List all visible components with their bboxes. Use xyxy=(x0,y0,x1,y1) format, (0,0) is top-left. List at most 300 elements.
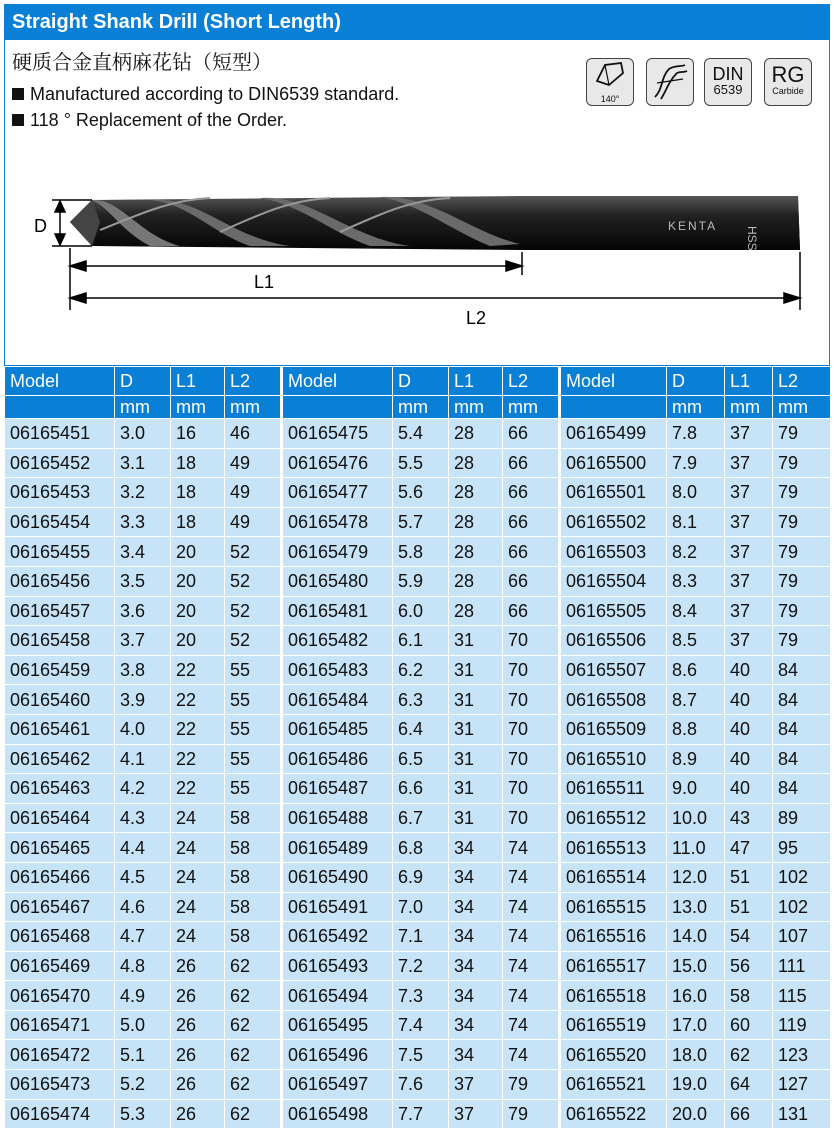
l2-cell: 74 xyxy=(503,922,559,952)
d-cell: 7.3 xyxy=(393,981,449,1011)
d-cell: 13.0 xyxy=(667,892,725,922)
table-row xyxy=(5,744,281,774)
d-cell: 3.0 xyxy=(115,419,171,449)
table-row xyxy=(5,774,281,804)
l1-cell: 54 xyxy=(725,922,773,952)
d-cell: 4.7 xyxy=(115,922,171,952)
table-row xyxy=(5,714,281,744)
l1-cell: 20 xyxy=(171,596,225,626)
l1-cell: 31 xyxy=(449,774,503,804)
l2-cell: 49 xyxy=(225,507,281,537)
d-cell: 4.9 xyxy=(115,981,171,1011)
d-cell: 6.6 xyxy=(393,774,449,804)
table-row xyxy=(561,655,831,685)
spec-table-1 xyxy=(4,366,281,1129)
model-cell: 06165479 xyxy=(283,537,393,567)
model-cell: 06165506 xyxy=(561,626,667,656)
d-cell: 7.1 xyxy=(393,922,449,952)
d-cell: 7.8 xyxy=(667,419,725,449)
l1-cell: 28 xyxy=(449,419,503,449)
l1-cell: 31 xyxy=(449,744,503,774)
l2-cell: 70 xyxy=(503,655,559,685)
d-cell: 6.3 xyxy=(393,685,449,715)
d-cell: 3.1 xyxy=(115,448,171,478)
l2-cell: 52 xyxy=(225,537,281,567)
l1-cell: 34 xyxy=(449,833,503,863)
l2-cell: 52 xyxy=(225,596,281,626)
l1-cell: 22 xyxy=(171,774,225,804)
table-row xyxy=(283,596,559,626)
model-cell: 06165490 xyxy=(283,862,393,892)
l2-cell: 58 xyxy=(225,922,281,952)
l2-cell: 58 xyxy=(225,862,281,892)
table-row xyxy=(561,537,831,567)
l2-cell: 62 xyxy=(225,981,281,1011)
l2-cell: 74 xyxy=(503,1010,559,1040)
table-row xyxy=(5,685,281,715)
l2-cell: 79 xyxy=(773,626,831,656)
model-cell: 06165508 xyxy=(561,685,667,715)
model-cell: 06165489 xyxy=(283,833,393,863)
model-cell: 06165488 xyxy=(283,803,393,833)
table-row xyxy=(561,419,831,449)
l2-cell: 127 xyxy=(773,1070,831,1100)
d-cell: 8.2 xyxy=(667,537,725,567)
table-row xyxy=(283,1070,559,1100)
table-row xyxy=(283,774,559,804)
model-cell: 06165485 xyxy=(283,714,393,744)
l1-cell: 16 xyxy=(171,419,225,449)
l2-cell: 55 xyxy=(225,685,281,715)
model-cell: 06165483 xyxy=(283,655,393,685)
l2-cell: 74 xyxy=(503,981,559,1011)
table-row xyxy=(561,774,831,804)
l2-cell: 115 xyxy=(773,981,831,1011)
table-row xyxy=(5,892,281,922)
d-cell: 4.1 xyxy=(115,744,171,774)
col-l2: L2 xyxy=(773,367,831,396)
d-cell: 7.9 xyxy=(667,448,725,478)
point-angle-icon: 140° xyxy=(586,58,634,106)
table-row xyxy=(5,1010,281,1040)
d-cell: 18.0 xyxy=(667,1040,725,1070)
d-cell: 5.1 xyxy=(115,1040,171,1070)
spec-table-2 xyxy=(282,366,559,1129)
table-row xyxy=(283,507,559,537)
l2-cell: 70 xyxy=(503,626,559,656)
l1-cell: 31 xyxy=(449,714,503,744)
d-cell: 7.0 xyxy=(393,892,449,922)
table-row xyxy=(561,478,831,508)
model-cell: 06165471 xyxy=(5,1010,115,1040)
model-cell: 06165459 xyxy=(5,655,115,685)
l1-cell: 43 xyxy=(725,803,773,833)
l2-cell: 66 xyxy=(503,448,559,478)
unit-label: mm xyxy=(503,396,559,419)
table-row xyxy=(283,685,559,715)
table-row xyxy=(561,1099,831,1129)
l2-cell: 89 xyxy=(773,803,831,833)
l2-cell: 66 xyxy=(503,478,559,508)
model-cell: 06165470 xyxy=(5,981,115,1011)
col-l2: L2 xyxy=(225,367,281,396)
table-row xyxy=(5,833,281,863)
l1-cell: 26 xyxy=(171,951,225,981)
model-cell: 06165451 xyxy=(5,419,115,449)
l2-cell: 79 xyxy=(773,537,831,567)
l1-cell: 62 xyxy=(725,1040,773,1070)
d-cell: 11.0 xyxy=(667,833,725,863)
l1-cell: 58 xyxy=(725,981,773,1011)
model-cell: 06165469 xyxy=(5,951,115,981)
col-model: Model xyxy=(283,367,393,396)
l2-cell: 58 xyxy=(225,803,281,833)
d-cell: 3.9 xyxy=(115,685,171,715)
table-row xyxy=(283,1099,559,1129)
l2-cell: 55 xyxy=(225,744,281,774)
model-cell: 06165473 xyxy=(5,1070,115,1100)
l2-cell: 55 xyxy=(225,655,281,685)
model-cell: 06165461 xyxy=(5,714,115,744)
l1-cell: 28 xyxy=(449,478,503,508)
l1-cell: 37 xyxy=(725,448,773,478)
l2-cell: 62 xyxy=(225,951,281,981)
l2-cell: 62 xyxy=(225,1070,281,1100)
l2-label: L2 xyxy=(466,308,487,328)
d-cell: 8.6 xyxy=(667,655,725,685)
table-row xyxy=(283,419,559,449)
l2-cell: 95 xyxy=(773,833,831,863)
l1-cell: 22 xyxy=(171,655,225,685)
l1-label: L1 xyxy=(254,272,275,292)
l1-cell: 22 xyxy=(171,685,225,715)
table-row xyxy=(5,1099,281,1129)
l1-cell: 37 xyxy=(725,626,773,656)
l1-cell: 37 xyxy=(725,596,773,626)
l1-cell: 34 xyxy=(449,1010,503,1040)
l1-cell: 37 xyxy=(449,1099,503,1129)
rg-carbide-icon: RG Carbide xyxy=(764,58,812,106)
l1-cell: 34 xyxy=(449,862,503,892)
l1-cell: 28 xyxy=(449,448,503,478)
d-cell: 6.1 xyxy=(393,626,449,656)
model-cell: 06165465 xyxy=(5,833,115,863)
model-cell: 06165466 xyxy=(5,862,115,892)
l1-cell: 66 xyxy=(725,1099,773,1129)
l1-cell: 26 xyxy=(171,981,225,1011)
col-l1: L1 xyxy=(449,367,503,396)
table-row xyxy=(561,922,831,952)
table-row xyxy=(561,981,831,1011)
d-cell: 6.7 xyxy=(393,803,449,833)
table-row xyxy=(283,862,559,892)
model-cell: 06165455 xyxy=(5,537,115,567)
col-model: Model xyxy=(561,367,667,396)
d-cell: 8.3 xyxy=(667,566,725,596)
model-cell: 06165517 xyxy=(561,951,667,981)
table-row xyxy=(5,566,281,596)
chinese-subtitle: 硬质合金直柄麻花钻（短型） xyxy=(12,52,272,74)
l2-cell: 70 xyxy=(503,744,559,774)
model-cell: 06165452 xyxy=(5,448,115,478)
l2-cell: 55 xyxy=(225,774,281,804)
l1-cell: 28 xyxy=(449,596,503,626)
table-row xyxy=(283,448,559,478)
l1-cell: 37 xyxy=(449,1070,503,1100)
model-cell: 06165515 xyxy=(561,892,667,922)
l1-cell: 20 xyxy=(171,566,225,596)
model-cell: 06165496 xyxy=(283,1040,393,1070)
model-cell: 06165476 xyxy=(283,448,393,478)
l1-cell: 34 xyxy=(449,1040,503,1070)
table-row xyxy=(283,1040,559,1070)
unit-label: mm xyxy=(449,396,503,419)
table-row xyxy=(283,744,559,774)
din-icon: DIN 6539 xyxy=(704,58,752,106)
l2-cell: 107 xyxy=(773,922,831,952)
unit-label: mm xyxy=(393,396,449,419)
model-cell: 06165453 xyxy=(5,478,115,508)
d-cell: 6.5 xyxy=(393,744,449,774)
d-cell: 4.4 xyxy=(115,833,171,863)
l1-cell: 18 xyxy=(171,478,225,508)
l1-cell: 51 xyxy=(725,862,773,892)
d-cell: 10.0 xyxy=(667,803,725,833)
col-d: D xyxy=(667,367,725,396)
l1-cell: 22 xyxy=(171,744,225,774)
table-row xyxy=(283,803,559,833)
model-cell: 06165518 xyxy=(561,981,667,1011)
l1-cell: 26 xyxy=(171,1070,225,1100)
d-cell: 5.5 xyxy=(393,448,449,478)
model-cell: 06165467 xyxy=(5,892,115,922)
table-row xyxy=(561,1010,831,1040)
l1-cell: 34 xyxy=(449,892,503,922)
l1-cell: 40 xyxy=(725,655,773,685)
l1-cell: 40 xyxy=(725,774,773,804)
l2-cell: 84 xyxy=(773,744,831,774)
l2-cell: 52 xyxy=(225,566,281,596)
l2-cell: 70 xyxy=(503,774,559,804)
table-row xyxy=(561,744,831,774)
l1-cell: 34 xyxy=(449,981,503,1011)
l2-cell: 102 xyxy=(773,892,831,922)
l2-cell: 79 xyxy=(503,1099,559,1129)
table-row xyxy=(561,833,831,863)
l2-cell: 102 xyxy=(773,862,831,892)
table-row xyxy=(561,685,831,715)
model-cell: 06165519 xyxy=(561,1010,667,1040)
l2-cell: 70 xyxy=(503,714,559,744)
l2-cell: 119 xyxy=(773,1010,831,1040)
table-row xyxy=(5,596,281,626)
model-cell: 06165498 xyxy=(283,1099,393,1129)
l2-cell: 74 xyxy=(503,951,559,981)
table-row xyxy=(5,537,281,567)
model-cell: 06165472 xyxy=(5,1040,115,1070)
l1-cell: 31 xyxy=(449,803,503,833)
table-row xyxy=(561,566,831,596)
d-cell: 15.0 xyxy=(667,951,725,981)
table-row xyxy=(5,507,281,537)
d-cell: 8.0 xyxy=(667,478,725,508)
drill-diagram xyxy=(0,0,834,366)
table-row xyxy=(5,626,281,656)
l1-cell: 37 xyxy=(725,566,773,596)
l1-cell: 60 xyxy=(725,1010,773,1040)
l1-cell: 20 xyxy=(171,537,225,567)
table-row xyxy=(561,803,831,833)
model-cell: 06165510 xyxy=(561,744,667,774)
l1-cell: 47 xyxy=(725,833,773,863)
d-label: D xyxy=(34,216,47,236)
d-cell: 5.7 xyxy=(393,507,449,537)
l1-cell: 28 xyxy=(449,566,503,596)
model-cell: 06165511 xyxy=(561,774,667,804)
model-cell: 06165499 xyxy=(561,419,667,449)
bullet-replacement: 118 ° Replacement of the Order. xyxy=(12,110,287,131)
model-cell: 06165477 xyxy=(283,478,393,508)
l1-cell: 34 xyxy=(449,951,503,981)
l2-cell: 66 xyxy=(503,566,559,596)
model-cell: 06165509 xyxy=(561,714,667,744)
l2-cell: 84 xyxy=(773,774,831,804)
l2-cell: 66 xyxy=(503,537,559,567)
table-row xyxy=(5,655,281,685)
col-d: D xyxy=(393,367,449,396)
d-cell: 7.2 xyxy=(393,951,449,981)
l2-dimension xyxy=(70,252,800,310)
d-cell: 3.5 xyxy=(115,566,171,596)
l2-cell: 46 xyxy=(225,419,281,449)
model-cell: 06165492 xyxy=(283,922,393,952)
l1-cell: 37 xyxy=(725,537,773,567)
l1-cell: 56 xyxy=(725,951,773,981)
table-row xyxy=(5,803,281,833)
table-row xyxy=(283,1010,559,1040)
model-cell: 06165464 xyxy=(5,803,115,833)
table-row xyxy=(283,951,559,981)
model-cell: 06165520 xyxy=(561,1040,667,1070)
col-l1: L1 xyxy=(725,367,773,396)
l2-cell: 74 xyxy=(503,833,559,863)
table-row xyxy=(5,1070,281,1100)
l1-cell: 28 xyxy=(449,537,503,567)
l2-cell: 111 xyxy=(773,951,831,981)
d-cell: 7.5 xyxy=(393,1040,449,1070)
l2-cell: 79 xyxy=(773,507,831,537)
col-l2: L2 xyxy=(503,367,559,396)
table-row xyxy=(561,507,831,537)
l1-cell: 18 xyxy=(171,507,225,537)
d-cell: 6.4 xyxy=(393,714,449,744)
d-cell: 4.5 xyxy=(115,862,171,892)
drill-bit-illustration xyxy=(70,196,800,251)
d-cell: 16.0 xyxy=(667,981,725,1011)
model-cell: 06165507 xyxy=(561,655,667,685)
model-cell: 06165475 xyxy=(283,419,393,449)
d-cell: 6.0 xyxy=(393,596,449,626)
model-cell: 06165504 xyxy=(561,566,667,596)
model-cell: 06165478 xyxy=(283,507,393,537)
d-cell: 3.3 xyxy=(115,507,171,537)
l1-cell: 34 xyxy=(449,922,503,952)
model-cell: 06165454 xyxy=(5,507,115,537)
table-row xyxy=(561,448,831,478)
d-cell: 19.0 xyxy=(667,1070,725,1100)
l2-cell: 79 xyxy=(773,448,831,478)
col-d: D xyxy=(115,367,171,396)
l1-cell: 22 xyxy=(171,714,225,744)
l1-cell: 24 xyxy=(171,862,225,892)
table-row xyxy=(5,951,281,981)
d-cell: 6.2 xyxy=(393,655,449,685)
model-cell: 06165482 xyxy=(283,626,393,656)
d-cell: 8.9 xyxy=(667,744,725,774)
l1-cell: 18 xyxy=(171,448,225,478)
table-row xyxy=(561,862,831,892)
l2-cell: 74 xyxy=(503,862,559,892)
l2-cell: 62 xyxy=(225,1010,281,1040)
l2-cell: 84 xyxy=(773,655,831,685)
table-row xyxy=(5,448,281,478)
unit-label: mm xyxy=(115,396,171,419)
model-cell: 06165481 xyxy=(283,596,393,626)
d-cell: 8.8 xyxy=(667,714,725,744)
l1-cell: 28 xyxy=(449,507,503,537)
model-cell: 06165502 xyxy=(561,507,667,537)
brand-marking: KENTA xyxy=(668,219,718,233)
table-row xyxy=(561,1070,831,1100)
model-cell: 06165462 xyxy=(5,744,115,774)
d-cell: 8.5 xyxy=(667,626,725,656)
model-cell: 06165457 xyxy=(5,596,115,626)
l1-cell: 37 xyxy=(725,478,773,508)
l2-cell: 79 xyxy=(773,566,831,596)
bullet-standard: Manufactured according to DIN6539 standard. xyxy=(12,84,399,105)
l2-cell: 66 xyxy=(503,419,559,449)
model-cell: 06165514 xyxy=(561,862,667,892)
table-row xyxy=(5,922,281,952)
l1-cell: 64 xyxy=(725,1070,773,1100)
unit-label: mm xyxy=(725,396,773,419)
table-row xyxy=(5,862,281,892)
table-row xyxy=(5,419,281,449)
model-cell: 06165487 xyxy=(283,774,393,804)
d-cell: 14.0 xyxy=(667,922,725,952)
unit-label: mm xyxy=(171,396,225,419)
model-cell: 06165468 xyxy=(5,922,115,952)
table-row xyxy=(283,626,559,656)
d-cell: 12.0 xyxy=(667,862,725,892)
l1-cell: 26 xyxy=(171,1040,225,1070)
table-row xyxy=(561,626,831,656)
model-cell: 06165494 xyxy=(283,981,393,1011)
model-cell: 06165495 xyxy=(283,1010,393,1040)
model-cell: 06165500 xyxy=(561,448,667,478)
d-cell: 5.2 xyxy=(115,1070,171,1100)
d-cell: 4.2 xyxy=(115,774,171,804)
table-row xyxy=(561,596,831,626)
model-cell: 06165474 xyxy=(5,1099,115,1129)
table-row xyxy=(283,833,559,863)
l1-cell: 40 xyxy=(725,685,773,715)
l2-cell: 74 xyxy=(503,892,559,922)
d-cell: 5.4 xyxy=(393,419,449,449)
model-cell: 06165486 xyxy=(283,744,393,774)
l2-cell: 62 xyxy=(225,1040,281,1070)
d-cell: 4.6 xyxy=(115,892,171,922)
